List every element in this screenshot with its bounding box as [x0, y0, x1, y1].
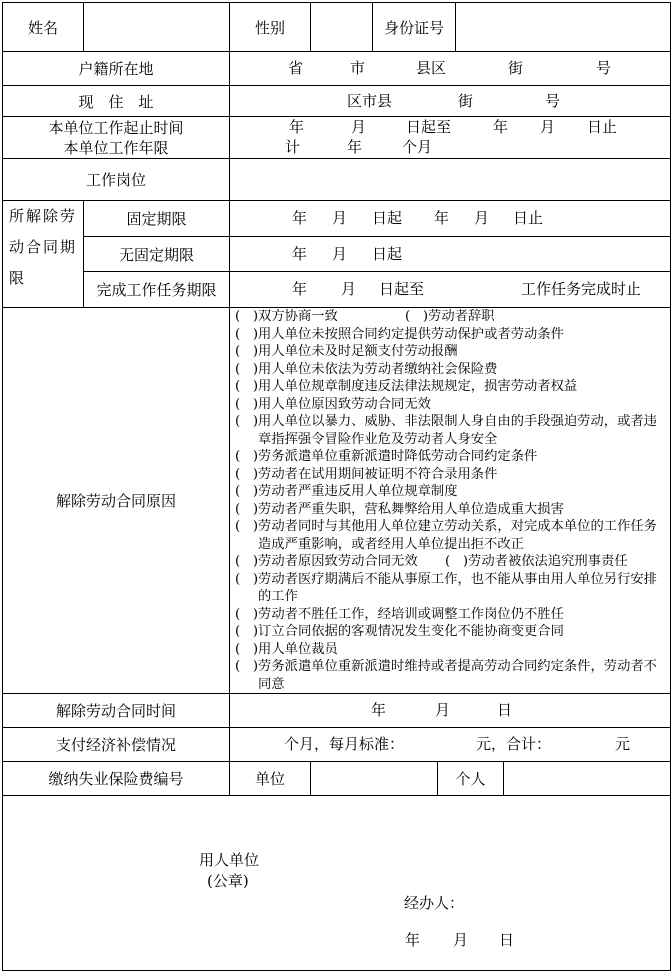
reason-label-cell	[2, 307, 230, 694]
reason-item	[235, 518, 670, 553]
reason-item	[235, 378, 670, 396]
task-based-label-cell	[83, 271, 230, 308]
reason-text: ( )劳务派遣单位重新派遣时降低劳动合同约定条件	[235, 449, 538, 464]
reason-item	[235, 361, 670, 379]
open-ended-start-day: 日起	[372, 245, 403, 263]
reason-text: ( )劳动者医疗期满后不能从事原工作，也不能从事由用人单位另行安排 的工作	[235, 571, 657, 604]
reason-text-secondary: ( )劳动者辞职	[405, 309, 495, 324]
address-label-cell	[2, 85, 230, 117]
task-based-value-cell	[229, 271, 671, 308]
official-seal-label: (公章)	[207, 872, 249, 890]
fixed-end-month: 月	[474, 209, 490, 227]
insurance-unit-value-cell	[310, 761, 438, 796]
id-value-cell	[455, 2, 671, 52]
reason-text: ( )用人单位规章制度违反法律法规规定，损害劳动者权益	[235, 379, 578, 394]
task-start-day: 日起至	[379, 280, 425, 298]
reason-text: ( )用人单位以暴力、威胁、非法限制人身自由的手段强迫劳动，或者违 章指挥强令冒险作业危及劳动者人身安全	[235, 414, 657, 447]
reason-text: ( )劳动者在试用期间被证明不符合录用条件	[235, 466, 498, 482]
id-label-cell	[372, 2, 456, 52]
position-label-cell	[2, 158, 230, 201]
signature-day: 日	[499, 931, 515, 949]
reason-text: ( )劳动者不胜任工作，经培训或调整工作岗位仍不胜任	[235, 606, 564, 622]
reason-text: ( )劳动者严重违反用人单位规章制度	[235, 484, 458, 499]
termination-day: 日	[497, 701, 513, 719]
compensation-value-cell	[229, 727, 671, 762]
open-ended-label-cell	[83, 236, 230, 272]
termination-date-value-cell	[229, 693, 671, 728]
name-label: 姓名	[27, 18, 58, 37]
tenure-years-label: 本单位工作年限	[63, 138, 169, 157]
tenure-end-day: 日止	[587, 118, 618, 136]
reason-item	[235, 553, 670, 571]
reason-item	[235, 466, 670, 484]
address-street: 街	[458, 92, 474, 110]
contract-term-label: 所解除劳动合同期限	[9, 207, 78, 287]
tenure-start-month: 月	[351, 118, 367, 136]
insurance-personal-label-cell	[437, 761, 504, 796]
reason-item	[235, 483, 670, 501]
household-label: 户籍所在地	[78, 60, 154, 78]
compensation-label-cell	[2, 727, 230, 762]
tenure-start-day: 日起至	[406, 118, 452, 136]
insurance-unit-label-cell	[229, 761, 311, 796]
fixed-start-day: 日起	[372, 209, 403, 227]
reason-item	[235, 641, 670, 659]
name-value-cell	[83, 2, 230, 52]
task-start-year: 年	[292, 280, 308, 298]
signature-month: 月	[453, 931, 469, 949]
insurance-personal-value-cell	[503, 761, 671, 796]
compensation-unit: 元	[615, 735, 631, 753]
address-label: 现 住 址	[78, 92, 154, 111]
compensation-total: 元，合计：	[476, 735, 552, 753]
open-ended-value-cell	[229, 236, 671, 272]
signature-area	[2, 795, 671, 971]
position-value-cell	[229, 158, 671, 201]
reason-item	[235, 308, 670, 326]
tenure-label-cell	[2, 116, 230, 159]
reason-item	[235, 396, 670, 414]
reason-text: ( )用人单位未按照合同约定提供劳动保护或者劳动条件	[235, 326, 564, 342]
position-label: 工作岗位	[85, 171, 146, 189]
reason-item	[235, 571, 670, 606]
fixed-term-label: 固定期限	[126, 210, 187, 228]
reason-item	[235, 623, 670, 641]
reason-label: 解除劳动合同原因	[55, 492, 176, 510]
open-ended-start-year: 年	[292, 245, 308, 263]
fixed-start-month: 月	[332, 209, 348, 227]
reason-text: ( )双方协商一致	[235, 309, 338, 324]
termination-year: 年	[371, 701, 387, 719]
insurance-unit-label: 单位	[254, 770, 285, 788]
handler-label: 经办人：	[404, 894, 465, 912]
fixed-term-label-cell	[83, 200, 230, 237]
household-street: 街	[508, 59, 524, 77]
insurance-label: 缴纳失业保险费编号	[48, 770, 184, 788]
tenure-value-cell	[229, 116, 671, 159]
address-number: 号	[545, 92, 561, 110]
household-value-cell	[229, 51, 671, 86]
reason-text: ( )用人单位裁员	[235, 641, 338, 657]
reason-item	[235, 501, 670, 519]
gender-value-cell	[310, 2, 373, 52]
fixed-end-day: 日止	[513, 209, 544, 227]
compensation-label: 支付经济补偿情况	[55, 736, 176, 754]
reason-text: ( )用人单位未及时足额支付劳动报酬	[235, 344, 458, 359]
contract-term-label-cell	[2, 200, 84, 308]
address-district: 区市县	[347, 92, 393, 110]
reason-text: ( )用人单位未依法为劳动者缴纳社会保险费	[235, 361, 498, 377]
tenure-start-year: 年	[289, 118, 305, 136]
tenure-end-month: 月	[540, 118, 556, 136]
reason-item	[235, 343, 670, 361]
reason-text: ( )用人单位原因致劳动合同无效	[235, 396, 431, 412]
reason-item	[235, 606, 670, 624]
signature-year: 年	[405, 931, 421, 949]
task-completion: 工作任务完成时止	[521, 280, 642, 298]
fixed-start-year: 年	[292, 209, 308, 227]
labor-contract-termination-form	[2, 2, 671, 971]
gender-label-cell	[229, 2, 311, 52]
employer-label: 用人单位	[199, 851, 260, 869]
reason-text: ( )劳动者原因致劳动合同无效	[235, 554, 418, 569]
reason-text: ( )订立合同依据的客观情况发生变化不能协商变更合同	[235, 624, 564, 639]
reason-list	[229, 307, 671, 694]
tenure-period-label: 本单位工作起止时间	[48, 118, 184, 137]
task-based-label: 完成工作任务期限	[96, 281, 217, 299]
open-ended-label: 无固定期限	[118, 245, 194, 264]
reason-text: ( )劳动者严重失职，营私舞弊给用人单位造成重大损害	[235, 501, 564, 517]
tenure-total-months: 个月	[402, 138, 433, 156]
termination-date-label-cell	[2, 693, 230, 728]
household-number: 号	[596, 59, 612, 77]
id-number-label: 身份证号	[383, 18, 444, 37]
insurance-personal-label: 个人	[455, 770, 486, 788]
reason-text: ( )劳务派遣单位重新派遣时维持或者提高劳动合同约定条件，劳动者不 同意	[235, 659, 657, 692]
reason-item	[235, 413, 670, 448]
compensation-months-standard: 个月，每月标准：	[284, 735, 405, 753]
reason-item	[235, 326, 670, 344]
gender-label: 性别	[254, 18, 285, 37]
tenure-label	[48, 118, 183, 158]
name-label-cell	[2, 2, 84, 52]
household-label-cell	[2, 51, 230, 86]
termination-date-label: 解除劳动合同时间	[55, 702, 176, 720]
task-start-month: 月	[341, 280, 357, 298]
household-province: 省	[288, 59, 304, 77]
open-ended-start-month: 月	[332, 245, 348, 263]
household-city: 市	[350, 59, 366, 77]
fixed-term-value-cell	[229, 200, 671, 237]
reason-text: ( )劳动者同时与其他用人单位建立劳动关系，对完成本单位的工作任务 造成严重影响，或者经用人单位提出拒不改正	[235, 519, 657, 552]
household-county: 县区	[416, 59, 447, 77]
reason-text-secondary: ( )劳动者被依法追究刑事责任	[445, 554, 628, 569]
fixed-end-year: 年	[434, 209, 450, 227]
termination-month: 月	[435, 701, 451, 719]
reason-item	[235, 448, 670, 466]
tenure-total-prefix: 计	[285, 138, 301, 156]
tenure-total-years: 年	[347, 138, 363, 156]
reason-item	[235, 658, 670, 693]
insurance-label-cell	[2, 761, 230, 796]
address-value-cell	[229, 85, 671, 117]
tenure-end-year: 年	[493, 118, 509, 136]
